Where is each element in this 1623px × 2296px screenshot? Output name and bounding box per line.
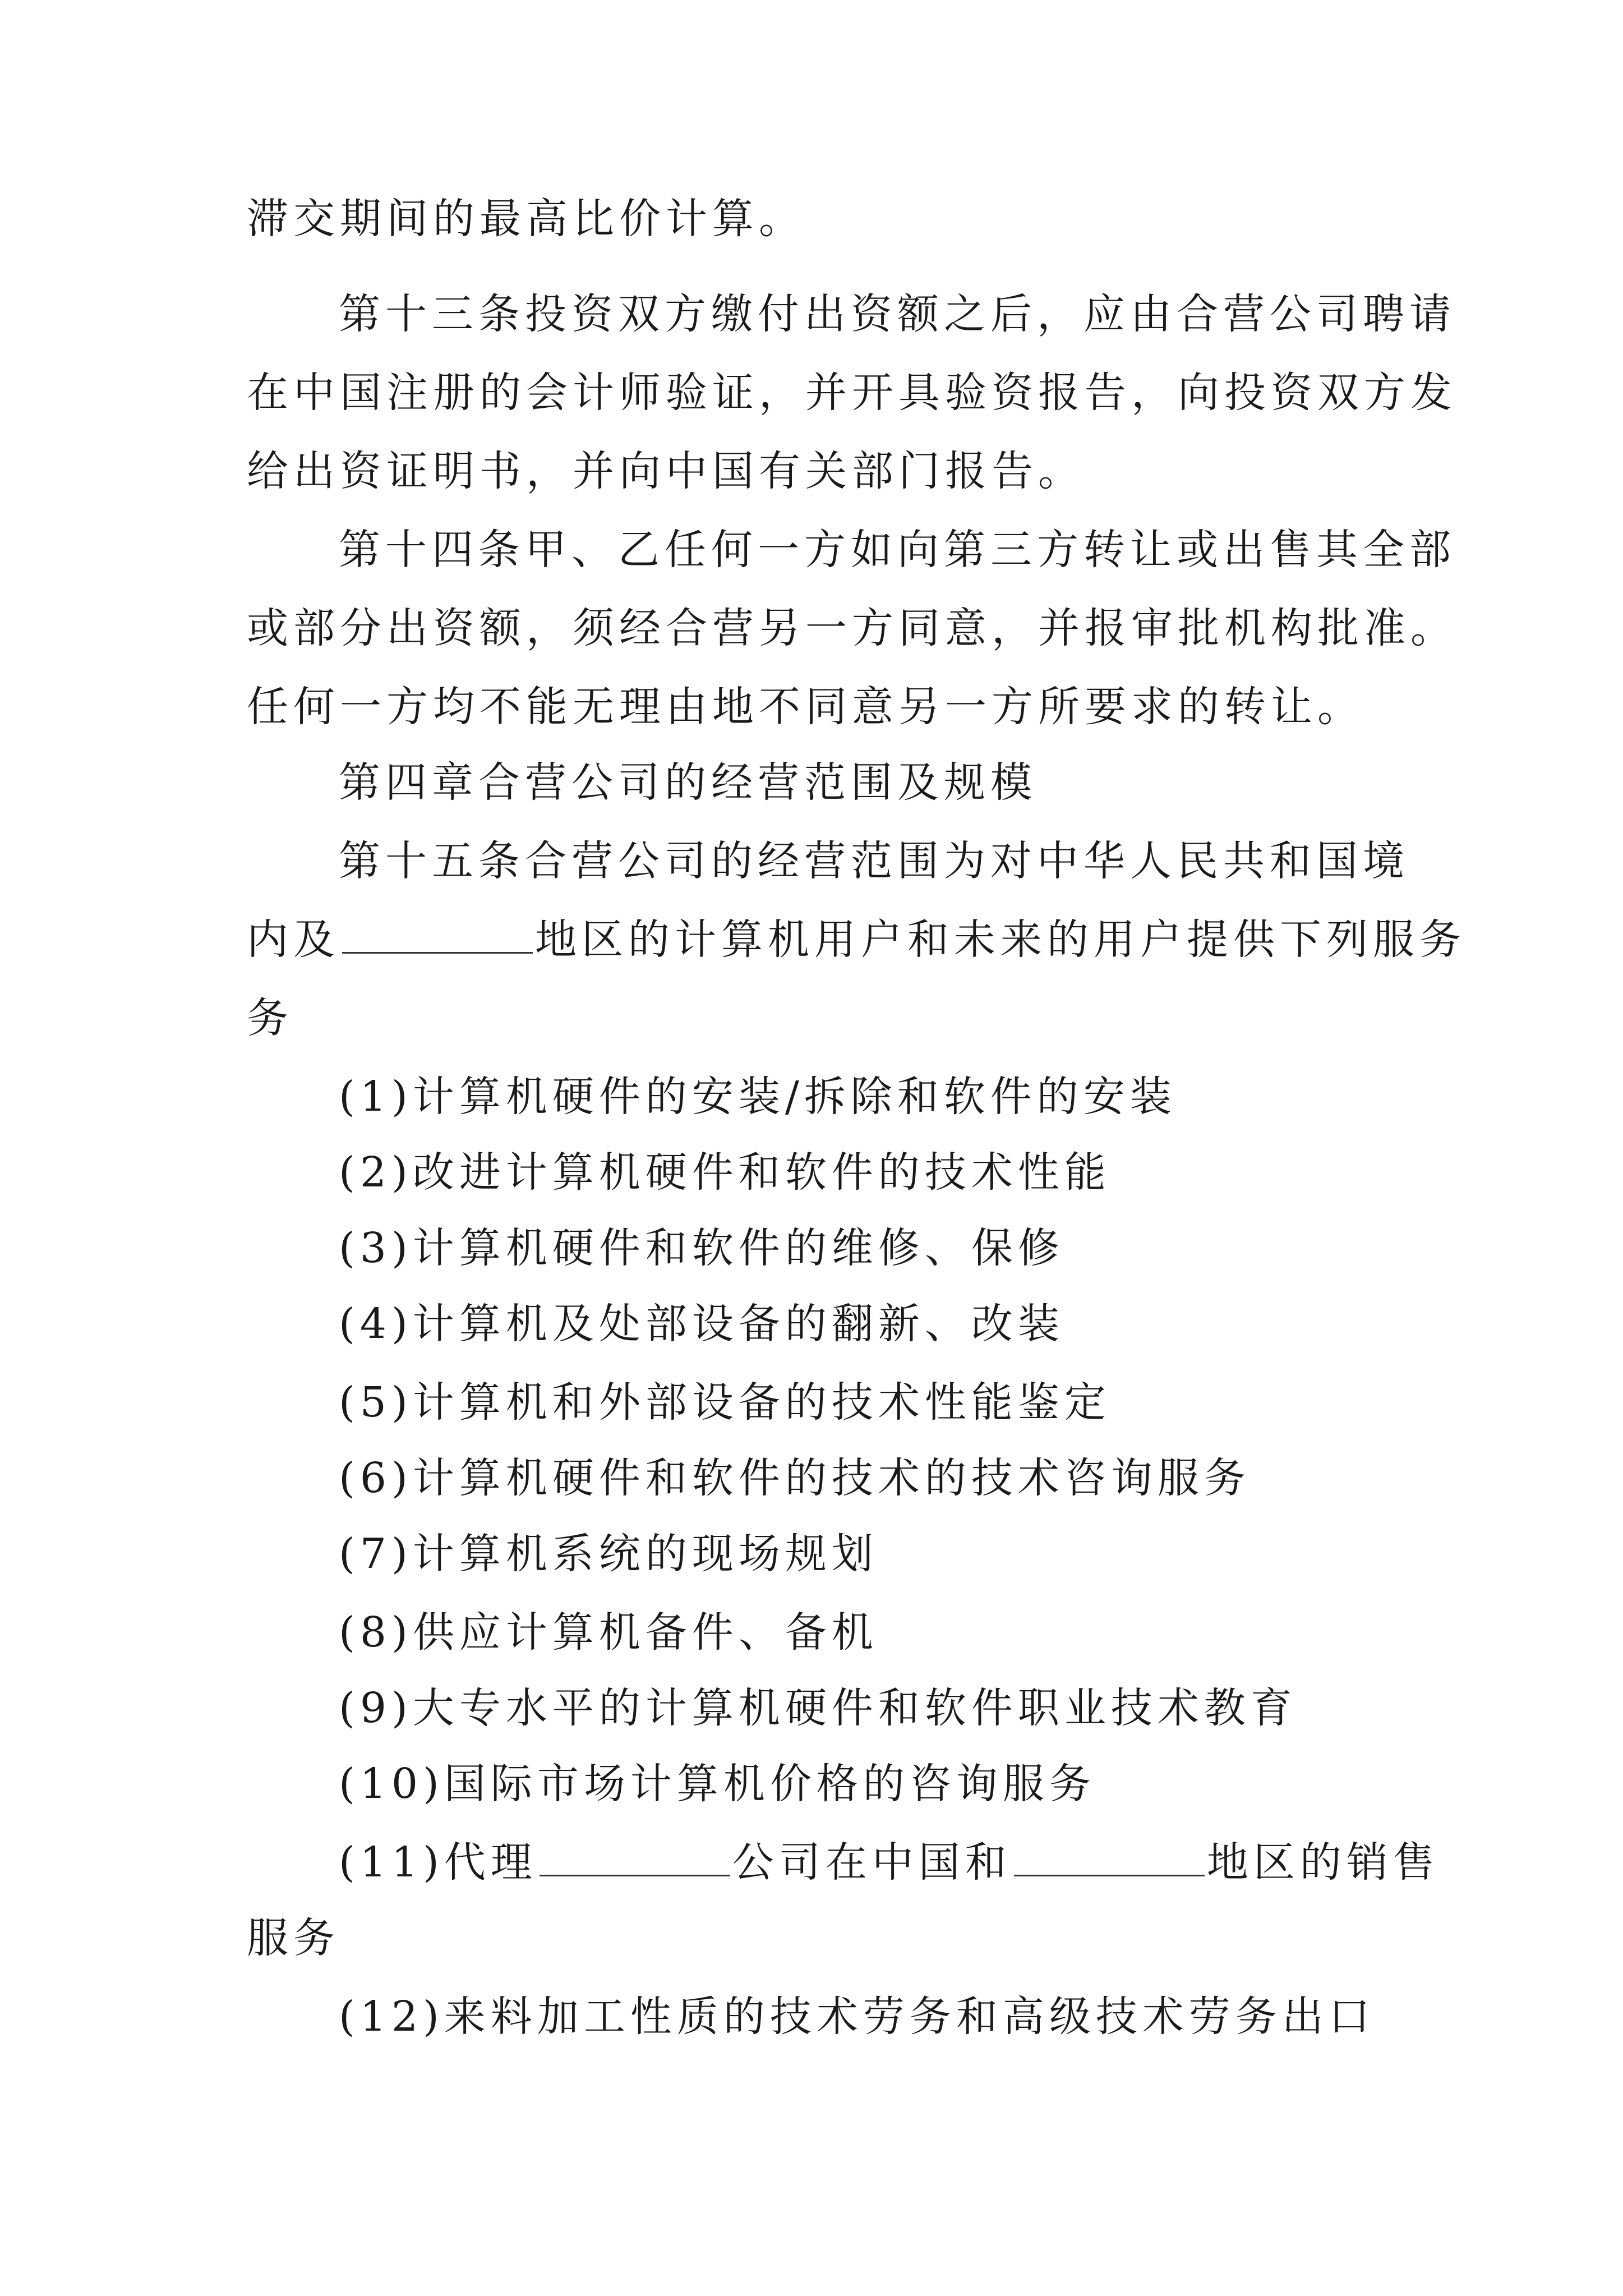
text: (2)改进计算机硬件和软件的技术性能 [339,1148,1111,1197]
text: 或部分出资额，须经合营另一方同意，并报审批机构批准。 [247,604,1457,652]
text: (1)计算机硬件的安装/拆除和软件的安装 [339,1073,1177,1121]
text: 地区的销售 [1206,1838,1440,1887]
list-item [339,1144,1111,1200]
list-item [339,1989,1375,2045]
list-item-continuation [247,1910,340,1966]
article-14-line-3 [247,679,1364,735]
list-item [339,1450,1251,1506]
list-item [339,1756,1096,1812]
list-item [339,1526,878,1582]
text: 服务 [247,1914,340,1962]
fill-in-blank [1014,1835,1205,1876]
text: (11)代理 [339,1838,537,1887]
text: 务 [247,994,293,1042]
list-item [339,1296,1064,1352]
text: (3)计算机硬件和软件的维修、保修 [339,1224,1064,1272]
list-item [339,1680,1297,1736]
text: 公司在中国和 [732,1838,1012,1887]
text: 第十五条合营公司的经营范围为对中华人民共和国境 [339,837,1409,885]
text: 任何一方均不能无理由地不同意另一方所要求的转让。 [247,683,1364,731]
chapter-4-heading [339,754,1037,811]
list-item [339,1220,1064,1276]
text: 给出资证明书，并向中国有关部门报告。 [247,447,1085,495]
text: 第十四条甲、乙任何一方如向第三方转让或出售其全部 [339,526,1456,574]
text: (7)计算机系统的现场规划 [339,1530,878,1578]
article-14-line-2 [247,600,1457,656]
text: (6)计算机硬件和软件的技术的技术咨询服务 [339,1454,1251,1502]
text: 地区的计算机用户和未来的用户提供下列服务 [535,915,1466,964]
fill-in-blank [342,913,533,954]
text: 滞交期间的最高比价计算。 [247,195,805,243]
article-15-line-3 [247,990,293,1046]
text: 第十三条投资双方缴付出资额之后，应由合营公司聘请 [339,290,1456,338]
fill-in-blank [540,1835,730,1876]
article-13-line-2 [247,365,1457,421]
list-item [339,1604,878,1660]
text: (4)计算机及处部设备的翻新、改装 [339,1300,1064,1348]
article-13-line-1 [339,286,1456,342]
article-15-line-2 [247,912,1466,968]
list-item [339,1834,1440,1890]
text: (8)供应计算机备件、备机 [339,1608,878,1657]
list-item [339,1374,1111,1430]
text: 内及 [247,915,340,964]
heading-text: 第四章合营公司的经营范围及规模 [339,758,1037,807]
text: (5)计算机和外部设备的技术性能鉴定 [339,1378,1111,1427]
article-14-line-1 [339,522,1456,578]
article-13-line-3 [247,443,1085,499]
text: (10)国际市场计算机价格的咨询服务 [339,1760,1096,1808]
list-item [339,1069,1177,1125]
text: 在中国注册的会计师验证，并开具验资报告，向投资双方发 [247,369,1457,417]
text: (9)大专水平的计算机硬件和软件职业技术教育 [339,1684,1297,1732]
article-15-line-1 [339,833,1409,889]
text-line [247,191,805,247]
text: (12)来料加工性质的技术劳务和高级技术劳务出口 [339,1993,1375,2041]
